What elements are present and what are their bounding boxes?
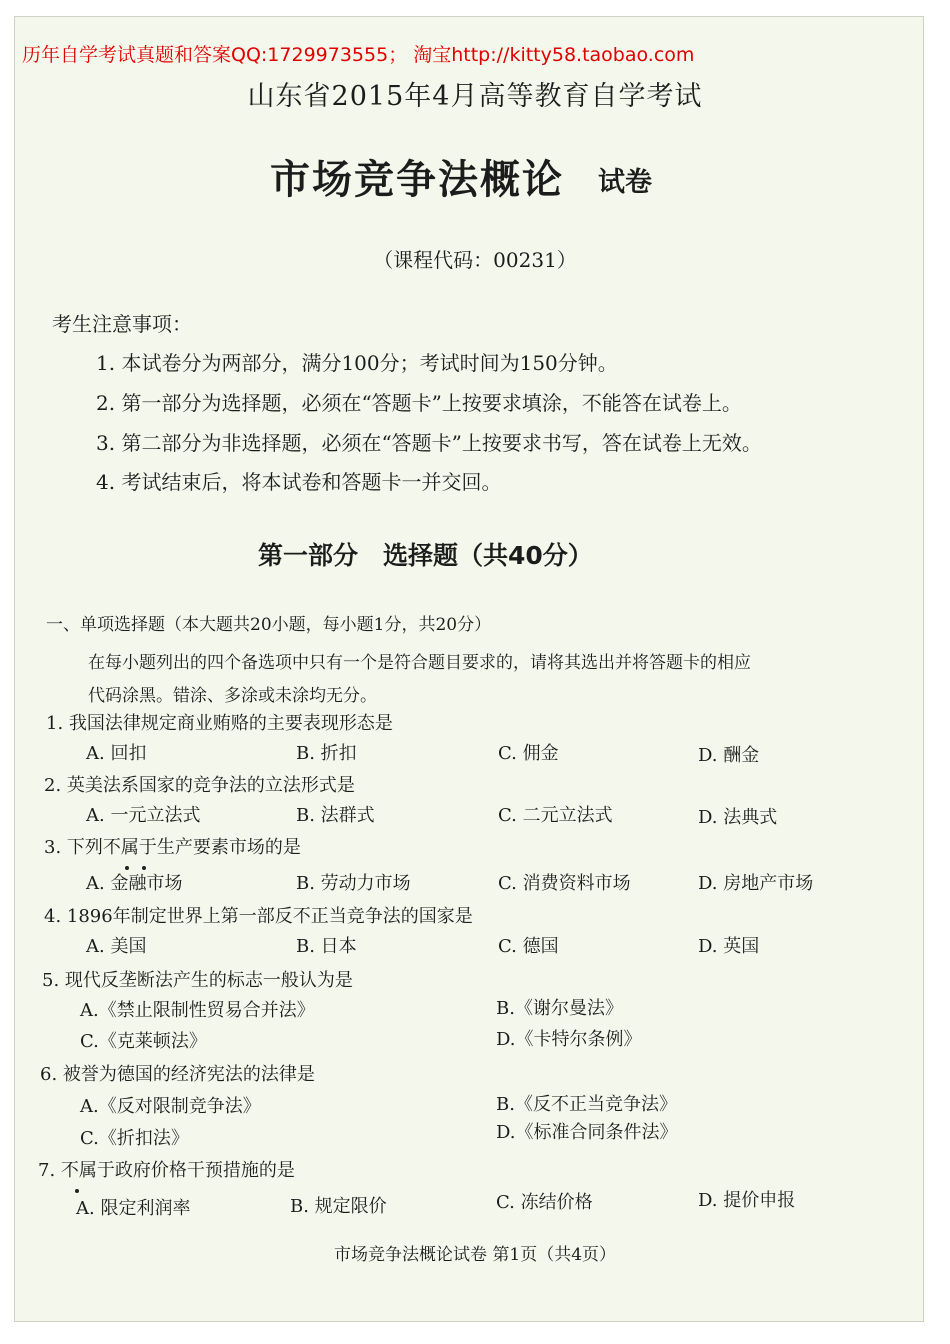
option: C. 佣金 — [498, 743, 559, 764]
option: D. 房地产市场 — [698, 873, 814, 894]
course-code: （课程代码：00231） — [373, 248, 577, 272]
option: C.《克莱顿法》 — [80, 1031, 207, 1052]
notice-item: 4. 考试结束后，将本试卷和答题卡一并交回。 — [96, 470, 502, 494]
option: B. 法群式 — [296, 805, 375, 826]
question-stem: 3. 下列不属于生产要素市场的是 — [44, 837, 301, 858]
option: C. 消费资料市场 — [498, 873, 631, 894]
question-stem: 2. 英美法系国家的竞争法的立法形式是 — [44, 775, 355, 796]
part1-heading: 第一部分 选择题（共40分） — [258, 541, 593, 570]
option: C. 二元立法式 — [498, 805, 613, 826]
option: D. 提价申报 — [698, 1190, 796, 1211]
section1-heading: 一、单项选择题（本大题共20小题，每小题1分，共20分） — [46, 615, 492, 635]
question-stem: 5. 现代反垄断法产生的标志一般认为是 — [42, 970, 353, 991]
option: B. 日本 — [296, 936, 357, 957]
question-stem: 7. 不属于政府价格干预措施的是 — [38, 1160, 295, 1181]
page-footer: 市场竞争法概论试卷 第1页（共4页） — [333, 1245, 617, 1265]
option: C. 德国 — [498, 936, 559, 957]
option: D. 酬金 — [698, 745, 760, 766]
option: C. 冻结价格 — [496, 1192, 593, 1213]
option: A. 回扣 — [86, 743, 147, 764]
option: B.《谢尔曼法》 — [496, 998, 623, 1019]
option: B. 折扣 — [296, 743, 357, 764]
option: A.《反对限制竞争法》 — [80, 1096, 261, 1117]
option: A.《禁止限制性贸易合并法》 — [80, 1000, 315, 1021]
notice-item: 2. 第一部分为选择题，必须在“答题卡”上按要求填涂，不能答在试卷上。 — [96, 391, 742, 415]
subject-title: 市场竞争法概论 — [270, 157, 564, 203]
notice-heading: 考生注意事项： — [52, 312, 192, 336]
option: D. 英国 — [698, 936, 760, 957]
option: B. 规定限价 — [290, 1196, 387, 1217]
option: C.《折扣法》 — [80, 1128, 189, 1149]
section1-instruction: 代码涂黑。错涂、多涂或未涂均无分。 — [88, 686, 377, 706]
option: A. 一元立法式 — [86, 805, 201, 826]
notice-item: 3. 第二部分为非选择题，必须在“答题卡”上按要求书写，答在试卷上无效。 — [96, 431, 762, 455]
option: D.《卡特尔条例》 — [496, 1029, 642, 1050]
question-stem: 1. 我国法律规定商业贿赂的主要表现形态是 — [46, 713, 393, 734]
section1-instruction: 在每小题列出的四个备选项中只有一个是符合题目要求的，请将其选出并将答题卡的相应 — [88, 653, 751, 673]
exam-title: 山东省2015年4月高等教育自学考试 — [247, 81, 703, 112]
option: B. 劳动力市场 — [296, 873, 411, 894]
option: A. 金融市场 — [86, 873, 183, 894]
ad-banner: 历年自学考试真题和答案QQ:1729973555； 淘宝http://kitty58.taobao.com — [22, 44, 695, 66]
option: A. 美国 — [86, 936, 147, 957]
notice-item: 1. 本试卷分为两部分，满分100分；考试时间为150分钟。 — [96, 351, 618, 375]
option: D. 法典式 — [698, 807, 778, 828]
paper-label: 试卷 — [598, 167, 652, 198]
question-stem: 6. 被誉为德国的经济宪法的法律是 — [40, 1064, 315, 1085]
option: A. 限定利润率 — [76, 1198, 191, 1219]
option: D.《标准合同条件法》 — [496, 1122, 678, 1143]
question-stem: 4. 1896年制定世界上第一部反不正当竞争法的国家是 — [44, 906, 473, 927]
option: B.《反不正当竞争法》 — [496, 1094, 677, 1115]
